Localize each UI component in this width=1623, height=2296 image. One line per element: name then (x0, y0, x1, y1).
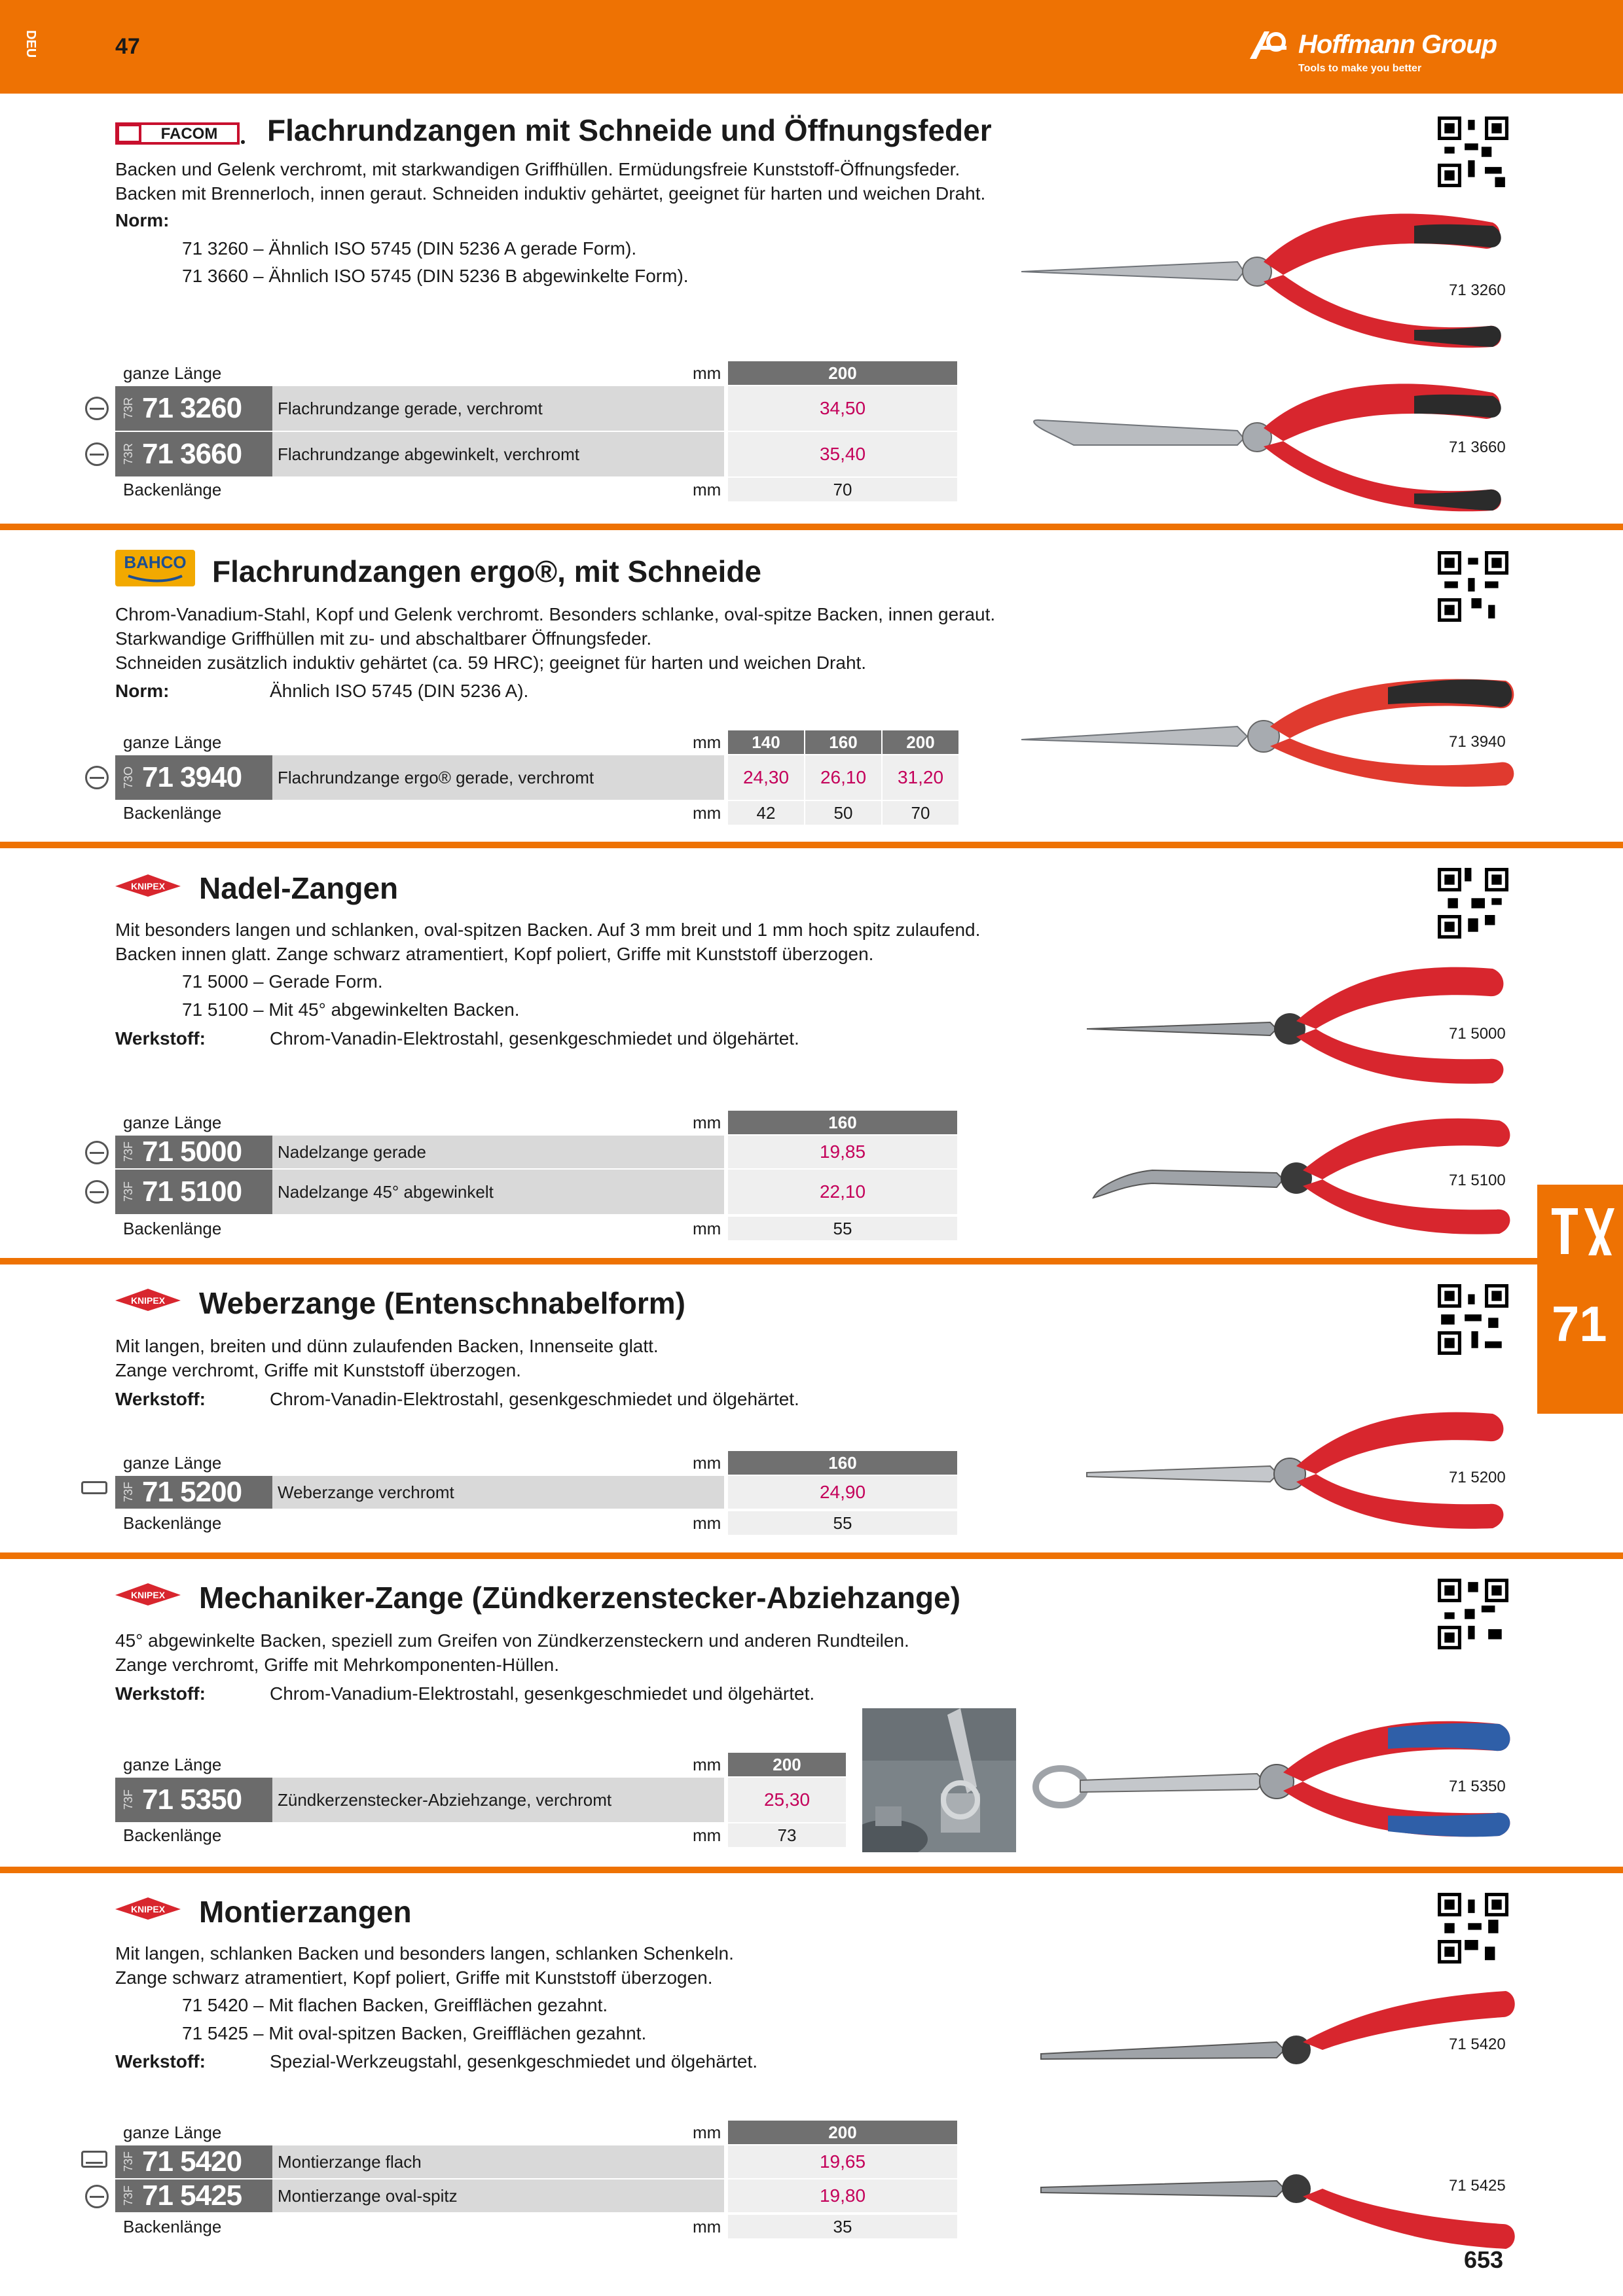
price-cell: 35,40 (728, 432, 957, 476)
header-label: ganze Länge (123, 732, 222, 752)
table-header-row (115, 361, 960, 385)
description-line: 45° abgewinkelte Backen, speziell zum Greifen von Zündkerzensteckern und anderen Rundteilen. (115, 1630, 909, 1651)
table-footer-row (115, 801, 960, 825)
part-label: 71 5200 (1449, 1469, 1506, 1486)
part-label: 71 5100 (1449, 1172, 1506, 1189)
unit-label: mm (693, 732, 721, 752)
section-divider (0, 1258, 1623, 1265)
article-number-cell (115, 755, 272, 800)
footer-label: Backenlänge (123, 1825, 222, 1845)
price-cell: 34,50 (728, 386, 957, 431)
description-line: Schneiden zusätzlich induktiv gehärtet (ca. 59 HRC); geeignet für harten und weichen Draht. (115, 653, 867, 673)
svg-text:KNIPEX: KNIPEX (130, 1590, 166, 1600)
jaw-length-cell: 70 (728, 478, 957, 501)
jaw-length-cell: 50 (805, 801, 881, 825)
article-number-cell (115, 1170, 272, 1214)
table-row[interactable] (115, 754, 960, 800)
table-footer-row (115, 1511, 960, 1535)
section-title: Flachrundzangen ergo®, mit Schneide (212, 554, 762, 588)
spec-line: 71 3660 – Ähnlich ISO 5745 (DIN 5236 B abgewinkelte Form). (182, 266, 689, 286)
unit-label: mm (693, 479, 721, 499)
oval-jaw-icon (85, 2185, 109, 2208)
table-footer-row (115, 1823, 848, 1847)
description-line: Mit besonders langen und schlanken, oval-spitzen Backen. Auf 3 mm breit und 1 mm hoch spitz zulaufend. (115, 920, 981, 940)
price-cell: 24,30 (728, 755, 804, 800)
article-description: Nadelzange 45° abgewinkelt (272, 1170, 724, 1214)
brand-name: Hoffmann Group (1298, 30, 1497, 59)
unit-label: mm (693, 1218, 721, 1238)
flat-jaw-icon (81, 1481, 107, 1494)
spec-label: Norm: (115, 681, 170, 701)
footer-label: Backenlänge (123, 802, 222, 823)
article-code: 73F (122, 1141, 135, 1162)
chapter-tab[interactable] (1537, 1185, 1623, 1414)
spec-line: Spezial-Werkzeugstahl, gesenkgeschmiedet und ölgehärtet. (270, 2051, 758, 2072)
spark-plug-photo (862, 1708, 1016, 1852)
section-title: Weberzange (Entenschnabelform) (199, 1286, 685, 1320)
footer-label: Backenlänge (123, 479, 222, 499)
jaw-length-cell: 70 (883, 801, 958, 825)
spec-label: Werkstoff: (115, 2051, 206, 2072)
svg-text:KNIPEX: KNIPEX (130, 881, 166, 891)
section-divider (0, 524, 1623, 530)
article-description: Montierzange oval-spitz (272, 2179, 724, 2212)
unit-label: mm (693, 2122, 721, 2142)
description-line: Starkwandige Griffhüllen mit zu- und abschaltbarer Öffnungsfeder. (115, 628, 652, 649)
article-number-cell (115, 432, 272, 476)
article-number-cell (115, 386, 272, 431)
pliers-image (1021, 373, 1519, 530)
bent-jaw-icon (85, 1180, 109, 1204)
table-row[interactable] (115, 385, 960, 431)
description-line: Zange schwarz atramentiert, Kopf poliert, Griffe mit Kunststoff überzogen. (115, 1967, 713, 1988)
article-description: Zündkerzenstecker-Abziehzange, verchromt (272, 1778, 724, 1822)
article-number: 71 5200 (142, 1476, 242, 1508)
unit-label: mm (693, 363, 721, 383)
qr-code-icon[interactable] (1438, 868, 1508, 939)
description-line: Backen mit Brennerloch, innen geraut. Schneiden induktiv gehärtet, geeignet für harten und weichen Draht. (115, 183, 986, 204)
qr-code-icon[interactable] (1438, 1284, 1508, 1355)
article-number: 71 5000 (142, 1136, 242, 1168)
section-description (115, 602, 1032, 675)
description-line: Backen innen glatt. Zange schwarz atramentiert, Kopf poliert, Griffe mit Kunststoff überzogen. (115, 944, 874, 964)
header-label: ganze Länge (123, 363, 222, 383)
straight-jaw-icon (85, 1141, 109, 1164)
price-cell: 24,90 (728, 1476, 957, 1509)
pliers-image (1021, 1401, 1519, 1558)
qr-code-icon[interactable] (1438, 1579, 1508, 1649)
spec-label: Werkstoff: (115, 1389, 206, 1409)
jaw-length-cell: 55 (728, 1511, 957, 1535)
spec-line: 71 3260 – Ähnlich ISO 5745 (DIN 5236 A gerade Form). (182, 238, 637, 259)
table-footer-row (115, 478, 960, 501)
spec-line: Chrom-Vanadin-Elektrostahl, gesenkgeschmiedet und ölgehärtet. (270, 1389, 799, 1409)
header-label: ganze Länge (123, 1754, 222, 1774)
article-number-cell (115, 1136, 272, 1168)
unit-label: mm (693, 802, 721, 823)
article-code: 73R (122, 397, 135, 420)
knipex-logo (115, 1581, 181, 1607)
section-description (115, 1941, 1032, 1990)
article-code: 73F (122, 2185, 135, 2206)
unit-label: mm (693, 1754, 721, 1774)
spec-line: Chrom-Vanadin-Elektrostahl, gesenkgeschmiedet und ölgehärtet. (270, 1028, 799, 1049)
svg-text:KNIPEX: KNIPEX (130, 1295, 166, 1306)
spec-item: 71 5420 – Mit flachen Backen, Greifflächen gezahnt. (182, 1995, 608, 2015)
table-row[interactable] (115, 2178, 960, 2212)
description-line: Chrom-Vanadium-Stahl, Kopf und Gelenk verchromt. Besonders schlanke, oval-spitze Backen, innen geraut. (115, 604, 996, 624)
page-number: 653 (1464, 2246, 1504, 2273)
price-cell: 19,85 (728, 1136, 957, 1168)
part-label: 71 3660 (1449, 439, 1506, 456)
jaw-length-cell: 42 (728, 801, 804, 825)
article-description: Weberzange verchromt (272, 1476, 724, 1509)
pliers-image (1021, 949, 1519, 1106)
price-cell: 25,30 (728, 1778, 846, 1822)
spec-line: Ähnlich ISO 5745 (DIN 5236 A). (270, 681, 529, 701)
header-bar (0, 0, 1623, 94)
article-code: 73F (122, 1789, 135, 1810)
table-footer-row (115, 1217, 960, 1240)
spec-label: Werkstoff: (115, 1028, 206, 1049)
flat-jaw-icon (81, 2151, 107, 2168)
price-cell: 22,10 (728, 1170, 957, 1214)
article-description: Flachrundzange gerade, verchromt (272, 386, 724, 431)
svg-text:BAHCO: BAHCO (124, 552, 187, 572)
part-label: 71 3260 (1449, 281, 1506, 299)
part-label: 71 5350 (1449, 1778, 1506, 1795)
jaw-length-cell: 55 (728, 1217, 957, 1240)
spec-item: 71 5425 – Mit oval-spitzen Backen, Greifflächen gezahnt. (182, 2023, 647, 2043)
pliers-icon (1549, 1204, 1614, 1257)
price-cell: 31,20 (883, 755, 958, 800)
pliers-image (1021, 661, 1519, 818)
table-header-row (115, 730, 960, 754)
footer-label: Backenlänge (123, 2216, 222, 2236)
article-number: 71 3660 (142, 438, 242, 470)
footer-label: Backenlänge (123, 1218, 222, 1238)
table-row[interactable] (115, 1134, 960, 1168)
table-header-row (115, 1451, 960, 1475)
table-header-row (115, 1111, 960, 1134)
section-title: Mechaniker-Zange (Zündkerzenstecker-Abziehzange) (199, 1581, 961, 1615)
article-code: 73F (122, 1482, 135, 1503)
description-line: Mit langen, breiten und dünn zulaufenden Backen, Innenseite glatt. (115, 1336, 659, 1356)
article-number-cell (115, 2145, 272, 2178)
article-number: 71 3260 (142, 392, 242, 424)
size-header: 200 (728, 1753, 846, 1776)
spec-line: Chrom-Vanadium-Elektrostahl, gesenkgeschmiedet und ölgehärtet. (270, 1683, 815, 1704)
price-cell: 19,80 (728, 2179, 957, 2212)
table-header-row (115, 2121, 960, 2144)
part-label: 71 5420 (1449, 2036, 1506, 2053)
article-number-cell (115, 1476, 272, 1509)
table-row[interactable] (115, 431, 960, 476)
part-label: 71 3940 (1449, 733, 1506, 751)
section-description (115, 157, 1032, 206)
size-header: 200 (728, 2121, 957, 2144)
straight-jaw-icon (85, 397, 109, 420)
svg-text:FACOM: FACOM (160, 125, 218, 143)
hoffmann-logo[interactable] (1247, 29, 1509, 81)
spec-item: 71 5000 – Gerade Form. (182, 971, 383, 992)
section-divider (0, 842, 1623, 848)
pliers-image (1021, 1100, 1519, 1257)
footer-label: Backenlänge (123, 1513, 222, 1533)
facom-logo (115, 121, 246, 147)
spec-label: Werkstoff: (115, 1683, 206, 1704)
size-header: 200 (728, 361, 957, 385)
chapter-number: 71 (1552, 1297, 1607, 1352)
pliers-image (1021, 209, 1519, 367)
table-row[interactable] (115, 1776, 848, 1822)
pliers-image (1021, 1977, 1519, 2134)
section-description (115, 1334, 1032, 1382)
part-label: 71 5425 (1449, 2177, 1506, 2195)
jaw-length-cell: 35 (728, 2215, 957, 2238)
article-number: 71 5100 (142, 1175, 242, 1208)
table-header-row (115, 1753, 960, 1776)
svg-text:KNIPEX: KNIPEX (130, 1904, 166, 1914)
section-description (115, 1628, 1032, 1677)
unit-label: mm (693, 1825, 721, 1845)
knipex-logo (115, 1286, 181, 1312)
header-label: ganze Länge (123, 1112, 222, 1132)
section-title: Nadel-Zangen (199, 871, 399, 905)
page-top-number: 47 (115, 34, 140, 59)
description-line: Mit langen, schlanken Backen und besonders langen, schlanken Schenkeln. (115, 1943, 734, 1964)
description-line: Zange verchromt, Griffe mit Kunststoff überzogen. (115, 1360, 521, 1380)
qr-code-icon[interactable] (1438, 1893, 1508, 1964)
bent-jaw-icon (85, 442, 109, 466)
article-description: Flachrundzange abgewinkelt, verchromt (272, 432, 724, 476)
knipex-logo (115, 872, 181, 898)
article-number: 71 3940 (142, 761, 242, 793)
article-code: 73O (122, 766, 135, 789)
article-code: 73F (122, 2151, 135, 2172)
unit-label: mm (693, 1452, 721, 1473)
jaw-length-cell: 73 (728, 1823, 846, 1847)
article-number-cell (115, 2179, 272, 2212)
section-description (115, 918, 1032, 966)
table-row[interactable] (115, 2144, 960, 2178)
part-label: 71 5000 (1449, 1025, 1506, 1043)
qr-code-icon[interactable] (1438, 117, 1508, 187)
brand-tagline: Tools to make you better (1298, 63, 1422, 74)
spec-label: Norm: (115, 210, 170, 230)
qr-code-icon[interactable] (1438, 551, 1508, 622)
size-header: 160 (728, 1111, 957, 1134)
article-number-cell (115, 1778, 272, 1822)
unit-label: mm (693, 1513, 721, 1533)
article-description: Montierzange flach (272, 2145, 724, 2178)
article-code: 73R (122, 443, 135, 465)
section-divider (0, 1552, 1623, 1559)
hoffmann-logo-icon (1247, 29, 1294, 62)
language-code: DEU (24, 30, 38, 58)
unit-label: mm (693, 2216, 721, 2236)
article-code: 73F (122, 1181, 135, 1202)
description-line: Backen und Gelenk verchromt, mit starkwandigen Griffhüllen. Ermüdungsfreie Kunststoff-Öffnungsfeder. (115, 159, 960, 179)
unit-label: mm (693, 1112, 721, 1132)
size-header: 160 (805, 730, 881, 754)
bahco-logo (115, 550, 195, 586)
section-title: Montierzangen (199, 1895, 412, 1929)
header-label: ganze Länge (123, 1452, 222, 1473)
article-number: 71 5420 (142, 2145, 242, 2178)
table-row[interactable] (115, 1475, 960, 1509)
size-header: 160 (728, 1451, 957, 1475)
section-title: Flachrundzangen mit Schneide und Öffnungsfeder (267, 113, 992, 147)
price-cell: 26,10 (805, 755, 881, 800)
table-row[interactable] (115, 1168, 960, 1214)
section-divider (0, 1867, 1623, 1873)
header-label: ganze Länge (123, 2122, 222, 2142)
knipex-logo (115, 1895, 181, 1921)
straight-jaw-icon (85, 766, 109, 789)
article-number: 71 5425 (142, 2179, 242, 2212)
price-cell: 19,65 (728, 2145, 957, 2178)
pliers-image (1021, 2121, 1519, 2278)
table-footer-row (115, 2215, 960, 2238)
size-header: 140 (728, 730, 804, 754)
description-line: Zange verchromt, Griffe mit Mehrkomponenten-Hüllen. (115, 1655, 559, 1675)
size-header: 200 (883, 730, 958, 754)
article-description: Nadelzange gerade (272, 1136, 724, 1168)
article-description: Flachrundzange ergo® gerade, verchromt (272, 755, 724, 800)
pliers-image (1021, 1702, 1519, 1859)
article-number: 71 5350 (142, 1784, 242, 1816)
spec-item: 71 5100 – Mit 45° abgewinkelten Backen. (182, 999, 520, 1020)
